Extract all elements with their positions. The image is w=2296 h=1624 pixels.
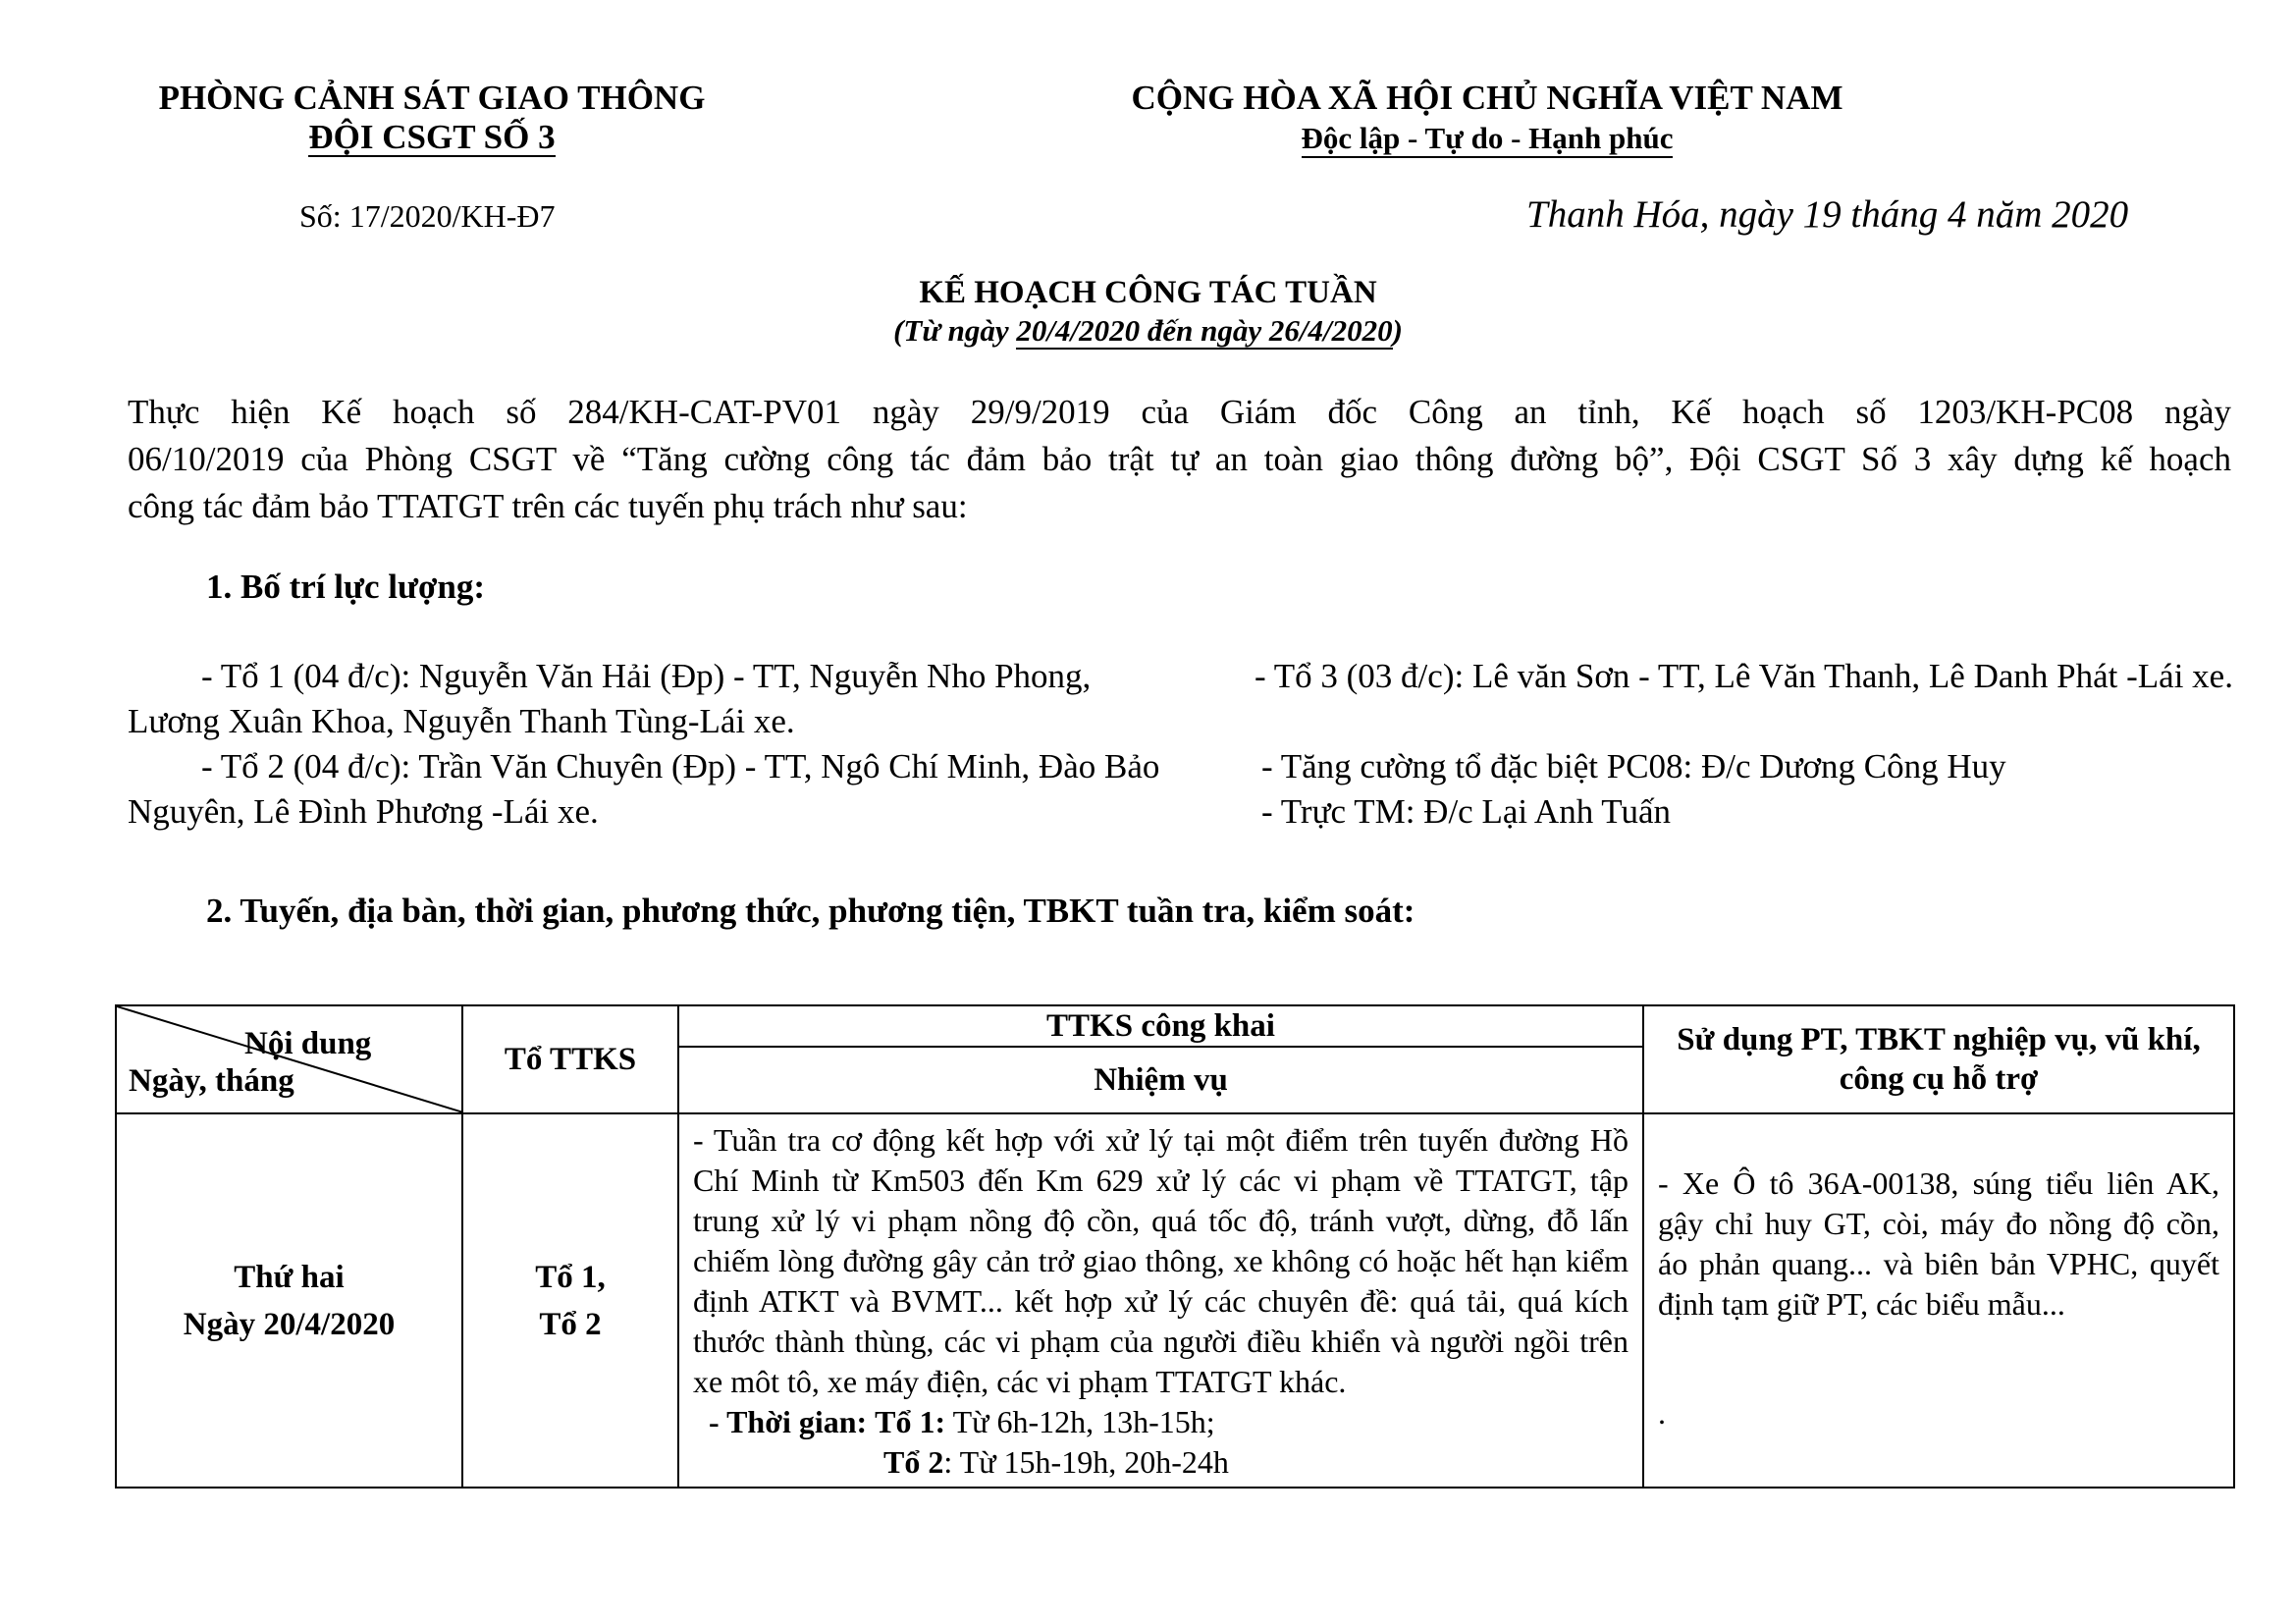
time-team-2-label: Tổ 2 [883, 1444, 944, 1480]
national-title [1095, 79, 1880, 158]
team-1-line-2: Lương Xuân Khoa, Nguyễn Thanh Tùng-Lái xe. [128, 702, 795, 740]
time-label: - Thời gian: [709, 1404, 868, 1439]
time-team-1-label: Tổ 1: [875, 1404, 946, 1439]
agency-line-2: ĐỘI CSGT SỐ 3 [308, 118, 556, 156]
patrol-plan-table [115, 1004, 2235, 1489]
day-name: Thứ hai [234, 1259, 345, 1295]
time-team-1: Từ 6h-12h, 13h-15h; [952, 1404, 1215, 1439]
equipment-dot: . [1658, 1395, 1666, 1431]
task-column-header: Nhiệm vụ [678, 1047, 1643, 1113]
subtitle-date-range: 20/4/2020 đến ngày 26/4/2020 [1016, 313, 1393, 348]
task-description: - Tuần tra cơ động kết hợp với xử lý tại một điểm trên tuyến đường Hồ Chí Minh từ Km503 đến Km 629 xử lý các vi phạm về TTATGT, tập trung xử lý vi phạm nồng độ cồn, quá tốc độ, tránh vượt, dừng, đỗ lấn chiếm lòng đường gây cản trở giao thông, xe không có hoặc hết hạn kiểm định ATKT và BVMT... kết hợp xử lý các chuyên đề: quá tải, quá kích thước thành thùng, các vi phạm của người điều khiển và người ngồi trên xe môt tô, xe máy điện, các vi phạm TTATGT khác. [693, 1122, 1629, 1399]
subtitle-prefix: (Từ ngày [893, 313, 1017, 348]
document-subtitle [0, 312, 2296, 350]
task-time-line-1 [693, 1402, 1629, 1442]
equipment-cell [1643, 1113, 2234, 1488]
duty-officer: - Trực TM: Đ/c Lại Anh Tuấn [1261, 792, 1671, 831]
team-cell [462, 1113, 678, 1488]
intro-line-1: Thực hiện Kế hoạch số 284/KH-CAT-PV01 ngày 29/9/2019 của Giám đốc Công an tỉnh, Kế hoạch số 1203/KH-PC08 ngày [128, 393, 2231, 431]
equipment-header-line-1: Sử dụng PT, TBKT nghiệp vụ, vũ khí, [1677, 1022, 2201, 1057]
equipment-description: - Xe Ô tô 36A-00138, súng tiểu liên AK, gậy chỉ huy GT, còi, máy đo nồng độ cồn, áo phản quang... và biên bản VPHC, quyết định tạm giữ PT, các biểu mẫu... [1658, 1165, 2219, 1322]
equipment-column-header [1643, 1005, 2234, 1113]
task-time-line-2 [693, 1442, 1629, 1483]
document-title-block [0, 273, 2296, 350]
diag-bottom-label: Ngày, tháng [129, 1063, 294, 1099]
table-header-row-1 [116, 1005, 2234, 1047]
intro-line-2: 06/10/2019 của Phòng CSGT về “Tăng cường công tác đảm bảo trật tự an toàn giao thông đường bộ”, Đội CSGT Số 3 xây dựng kế hoạch [128, 440, 2231, 478]
team-2-line-2: Nguyên, Lê Đình Phương -Lái xe. [128, 792, 599, 831]
agency-line-1: PHÒNG CẢNH SÁT GIAO THÔNG [158, 79, 706, 117]
equipment-header-line-2: công cụ hỗ trợ [1839, 1061, 2039, 1097]
place-and-date: Thanh Hóa, ngày 19 tháng 4 năm 2020 [1526, 193, 2129, 236]
team-column-header: Tổ TTKS [462, 1005, 678, 1113]
diag-top-label: Nội dung [244, 1026, 372, 1061]
team-1-line-1: - Tổ 1 (04 đ/c): Nguyễn Văn Hải (Đp) - TT, Nguyễn Nho Phong, [201, 657, 1092, 695]
task-cell [678, 1113, 1643, 1488]
team-2-line-1: - Tổ 2 (04 đ/c): Trần Văn Chuyên (Đp) - TT, Ngô Chí Minh, Đào Bảo [201, 747, 1160, 785]
special-team: - Tăng cường tổ đặc biệt PC08: Đ/c Dương Công Huy [1261, 747, 2006, 785]
public-patrol-header: TTKS công khai [678, 1005, 1643, 1047]
subtitle-suffix: ) [1392, 313, 1403, 348]
document-title: KẾ HOẠCH CÔNG TÁC TUẦN [919, 275, 1377, 310]
day-date: Ngày 20/4/2020 [183, 1306, 396, 1342]
team-line-2: Tổ 2 [539, 1306, 602, 1342]
table-row [116, 1113, 2234, 1488]
diagonal-header-cell [116, 1005, 462, 1113]
document-number: Số: 17/2020/KH-Đ7 [299, 198, 556, 234]
section-2-heading: 2. Tuyến, địa bàn, thời gian, phương thức, phương tiện, TBKT tuần tra, kiểm soát: [206, 892, 1415, 930]
time-team-2: : Từ 15h-19h, 20h-24h [943, 1444, 1229, 1480]
team-line-1: Tổ 1, [535, 1259, 606, 1295]
national-title-line-1: CỘNG HÒA XÃ HỘI CHỦ NGHĨA VIỆT NAM [1131, 79, 1843, 117]
section-1-heading: 1. Bố trí lực lượng: [206, 568, 485, 606]
team-3: - Tổ 3 (03 đ/c): Lê văn Sơn - TT, Lê Văn Thanh, Lê Danh Phát -Lái xe. [1255, 657, 2233, 695]
day-cell [116, 1113, 462, 1488]
agency-name [98, 79, 766, 157]
intro-line-3: công tác đảm bảo TTATGT trên các tuyến phụ trách như sau: [128, 487, 968, 525]
national-motto: Độc lập - Tự do - Hạnh phúc [1302, 121, 1674, 158]
